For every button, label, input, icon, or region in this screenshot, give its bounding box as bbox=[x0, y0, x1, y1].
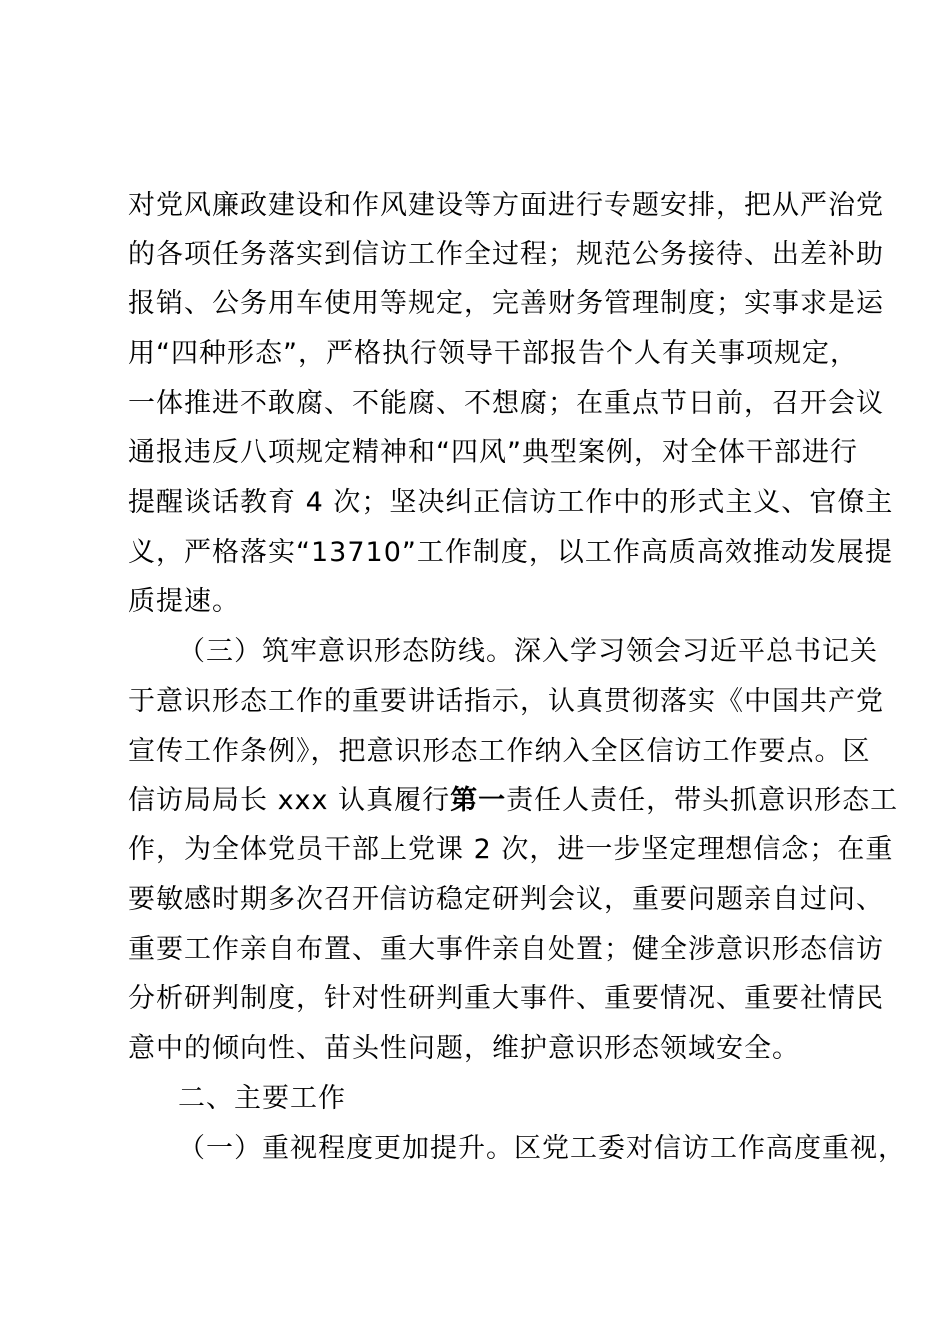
paragraph-line: 的各项任务落实到信访工作全过程；规范公务接待、出差补助 bbox=[128, 239, 884, 270]
paragraph-line: 重要工作亲自布置、重大事件亲自处置；健全涉意识形态信访 bbox=[128, 934, 884, 965]
paragraph-line: 提醒谈话教育 4 次；坚决纠正信访工作中的形式主义、官僚主 bbox=[128, 487, 894, 518]
paragraph-line: 一体推进不敢腐、不能腐、不想腐；在重点节日前，召开会议 bbox=[128, 388, 884, 419]
paragraph-line: 作，为全体党员干部上党课 2 次，进一步坚定理想信念；在重 bbox=[128, 834, 894, 865]
paragraph-line: 报销、公务用车使用等规定，完善财务管理制度；实事求是运 bbox=[128, 288, 884, 319]
paragraph-text: 信访局局长 xxx 认真履行 bbox=[128, 785, 451, 816]
section-heading: 二、主要工作 bbox=[178, 1083, 346, 1114]
bold-text: 第一 bbox=[450, 785, 507, 816]
paragraph-line: 于意识形态工作的重要讲话指示，认真贯彻落实《中国共产党 bbox=[128, 686, 884, 717]
paragraph-line: 义，严格落实“13710”工作制度，以工作高质高效推动发展提 bbox=[128, 537, 893, 568]
paragraph-line: 用“四种形态”，严格执行领导干部报告个人有关事项规定， bbox=[128, 338, 858, 369]
paragraph-line: 意中的倾向性、苗头性问题，维护意识形态领域安全。 bbox=[128, 1033, 800, 1064]
paragraph-line: 对党风廉政建设和作风建设等方面进行专题安排，把从严治党 bbox=[128, 190, 884, 221]
paragraph-first-line: （一）重视程度更加提升。区党工委对信访工作高度重视， bbox=[178, 1133, 906, 1164]
paragraph-text: 责任人责任，带头抓意识形态工 bbox=[506, 785, 899, 816]
paragraph-line: 要敏感时期多次召开信访稳定研判会议，重要问题亲自过问、 bbox=[128, 884, 884, 915]
paragraph-line: 通报违反八项规定精神和“四风”典型案例，对全体干部进行 bbox=[128, 437, 858, 468]
paragraph-line: 分析研判制度，针对性研判重大事件、重要情况、重要社情民 bbox=[128, 983, 884, 1014]
paragraph-first-line: （三）筑牢意识形态防线。深入学习领会习近平总书记关 bbox=[178, 636, 878, 667]
paragraph-line: 宣传工作条例》，把意识形态工作纳入全区信访工作要点。区 bbox=[128, 736, 871, 767]
paragraph-line: 质提速。 bbox=[128, 586, 240, 617]
paragraph-line bbox=[128, 785, 898, 817]
